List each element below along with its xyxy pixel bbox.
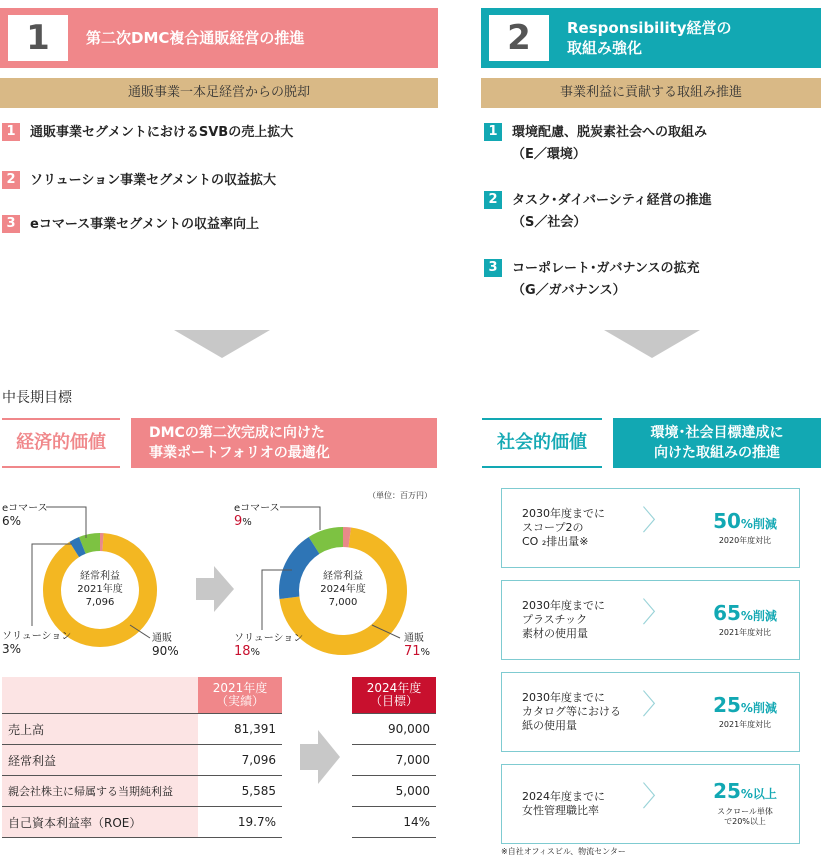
table-header-2021-line1: 2021年度 (212, 681, 268, 695)
label-2024-ecommerce (234, 502, 280, 529)
goal-co2-value (690, 509, 800, 533)
right-item-1 (484, 122, 707, 166)
table-cell-2024: 14% (352, 807, 436, 838)
goal-women-unit: %以上 (740, 787, 777, 801)
goal-co2-line3: CO ₂排出量※ (522, 535, 589, 548)
label-2021-solution (2, 630, 71, 656)
social-label: 社会的価値 (482, 418, 602, 468)
economic-box (131, 418, 437, 468)
left-item-1 (2, 122, 293, 144)
left-item-1-badge: 1 (2, 123, 20, 141)
goal-women-text (522, 790, 605, 818)
donut-2021-center-value: 7,096 (85, 597, 115, 608)
goal-paper-line1: 2030年度までに (522, 691, 605, 704)
goal-plastic-line1: 2030年度までに (522, 599, 605, 612)
goal-card-plastic (501, 580, 800, 660)
right-item-2-line2: （S／社会） (512, 215, 587, 230)
label-2021-solution-name: ソリューション (2, 631, 72, 642)
left-item-3-badge: 3 (2, 215, 20, 233)
right-item-2-badge: 2 (484, 191, 502, 209)
table-header-row (352, 677, 436, 714)
right-item-3-line1: コーポレート･ガバナンスの拡充 (512, 261, 700, 276)
label-2021-mailorder (152, 632, 179, 658)
left-header-title: 第二次DMC複合通販経営の推進 (86, 29, 305, 47)
goal-plastic-unit: %削減 (740, 609, 777, 623)
social-box-line2: 向けた取組みの推進 (654, 445, 780, 461)
donut-2024-center-value: 7,000 (328, 597, 358, 608)
goal-women-line2: 女性管理職比率 (522, 804, 599, 817)
goal-paper-chevron-icon: 〉 (642, 688, 671, 721)
economic-box-line1: DMCの第二次完成に向けた (149, 425, 325, 441)
financial-table-2021 (2, 677, 282, 838)
economic-label: 経済的価値 (2, 418, 120, 468)
donut-2024-center-line2: 2024年度 (320, 584, 366, 595)
right-item-3-badge: 3 (484, 259, 502, 277)
table-row (352, 776, 436, 807)
right-header-title-line2: 取組み強化 (567, 39, 643, 57)
right-header-title (567, 8, 821, 78)
label-2024-ecommerce-unit: % (242, 517, 252, 528)
right-item-2 (484, 190, 712, 234)
table-row-label: 売上高 (2, 714, 198, 745)
label-2024-mailorder-num: 71 (404, 644, 421, 659)
table-row (2, 714, 282, 745)
label-2024-ecommerce-num: 9 (234, 514, 243, 529)
label-2024-mailorder-name: 通販 (404, 633, 424, 644)
table-header-2024 (352, 677, 436, 714)
goal-plastic-note: 2021年度対比 (718, 628, 772, 637)
goal-plastic-value (690, 601, 800, 625)
table-cell-2021: 19.7% (198, 807, 282, 838)
goal-women-note-line2: で20%以上 (724, 817, 766, 826)
goal-women-chevron-icon: 〉 (642, 780, 671, 813)
right-arrow-icon-table (300, 730, 340, 784)
goal-co2-line1: 2030年度までに (522, 507, 605, 520)
donut-2021-center-line1: 経常利益 (80, 571, 120, 582)
social-box (613, 418, 821, 468)
table-row-label: 経常利益 (2, 745, 198, 776)
left-item-3 (2, 214, 259, 236)
goal-plastic-number: 65 (713, 601, 741, 625)
table-cell-2021: 7,096 (198, 745, 282, 776)
table-header-row (2, 677, 282, 714)
label-2021-mailorder-pct: 90% (152, 644, 179, 658)
table-header-2021 (198, 677, 282, 714)
right-down-arrow-icon (604, 330, 700, 358)
table-row (352, 807, 436, 838)
economic-box-line2: 事業ポートフォリオの最適化 (149, 445, 330, 461)
label-2024-mailorder-unit: % (420, 647, 431, 658)
goal-women-note-line1: スクロール単体 (717, 807, 773, 816)
table-row (2, 807, 282, 838)
table-row (2, 776, 282, 807)
label-2021-solution-pct: 3% (2, 642, 22, 656)
goal-women-line1: 2024年度までに (522, 790, 605, 803)
right-item-3-line2: （G／ガバナンス） (512, 283, 626, 298)
table-header-blank (2, 677, 198, 714)
goal-women-value (690, 779, 800, 803)
label-2021-mailorder-name: 通販 (152, 633, 172, 644)
right-subheader: 事業利益に貢献する取組み推進 (481, 78, 821, 108)
goal-co2-line2: スコープ2の (522, 521, 584, 534)
unit-note: （単位：百万円） (368, 491, 432, 500)
social-box-line1: 環境･社会目標達成に (650, 425, 784, 441)
left-header (0, 8, 438, 68)
goal-co2-text (522, 507, 605, 549)
left-down-arrow-icon (174, 330, 270, 358)
table-cell-2024: 5,000 (352, 776, 436, 807)
label-2021-ecommerce-name: eコマース (2, 503, 48, 514)
left-item-2-text: ソリューション事業セグメントの収益拡大 (30, 173, 276, 188)
label-2024-solution-unit: % (250, 647, 261, 658)
financial-table-2024 (352, 677, 436, 838)
left-header-number: 1 (8, 15, 68, 61)
left-item-2-badge: 2 (2, 171, 20, 189)
label-2024-solution (234, 632, 303, 659)
right-item-3 (484, 258, 699, 302)
table-row-label: 親会社株主に帰属する当期純利益 (2, 776, 198, 807)
goal-paper-line3: 紙の使用量 (522, 719, 577, 732)
goal-card-paper (501, 672, 800, 752)
left-item-2 (2, 170, 276, 192)
footnote: ※自社オフィスビル、物流センター (501, 847, 626, 856)
table-cell-2024: 90,000 (352, 714, 436, 745)
goal-women-number: 25 (713, 779, 741, 803)
goal-plastic-line3: 素材の使用量 (522, 627, 588, 640)
goal-paper-line2: カタログ等における (522, 705, 621, 718)
goal-plastic-chevron-icon: 〉 (642, 596, 671, 629)
goal-card-women (501, 764, 800, 844)
left-item-3-text: eコマース事業セグメントの収益率向上 (30, 217, 260, 232)
left-subheader: 通販事業一本足経営からの脱却 (0, 78, 438, 108)
goal-paper-text (522, 691, 621, 733)
midterm-label: 中長期目標 (2, 390, 72, 406)
goal-co2-note: 2020年度対比 (718, 536, 772, 545)
table-cell-2021: 5,585 (198, 776, 282, 807)
goal-paper-number: 25 (713, 693, 741, 717)
table-header-2021-line2: （実績） (215, 694, 264, 708)
goal-paper-unit: %削減 (740, 701, 777, 715)
table-row (2, 745, 282, 776)
label-2021-ecommerce-pct: 6% (2, 514, 22, 528)
table-cell-2021: 81,391 (198, 714, 282, 745)
goal-paper-note: 2021年度対比 (718, 720, 772, 729)
goal-plastic-text (522, 599, 605, 641)
goal-plastic-line2: プラスチック (522, 613, 588, 626)
right-item-1-line2: （E／環境） (512, 147, 586, 162)
goal-women-note (690, 807, 800, 827)
right-header-title-line1: Responsibility経営の (567, 19, 732, 37)
goal-co2-number: 50 (713, 509, 741, 533)
label-2024-mailorder (404, 632, 430, 659)
right-item-2-line1: タスク･ダイバーシティ経営の推進 (512, 193, 712, 208)
donut-2021-center-line2: 2021年度 (77, 584, 123, 595)
right-header (481, 8, 821, 68)
table-cell-2024: 7,000 (352, 745, 436, 776)
table-header-2024-line1: 2024年度 (366, 681, 422, 695)
goal-card-co2 (501, 488, 800, 568)
left-item-1-text: 通販事業セグメントにおけるSVBの売上拡大 (30, 125, 294, 140)
table-header-2024-line2: （目標） (369, 694, 418, 708)
right-header-number: 2 (489, 15, 549, 61)
right-item-1-line1: 環境配慮、脱炭素社会への取組み (512, 125, 708, 140)
right-item-1-badge: 1 (484, 123, 502, 141)
goal-co2-unit: %削減 (740, 517, 777, 531)
goal-paper-value (690, 693, 800, 717)
right-arrow-icon-charts (196, 566, 234, 612)
label-2024-solution-num: 18 (234, 644, 251, 659)
label-2024-ecommerce-name: eコマース (234, 503, 280, 514)
table-row (352, 714, 436, 745)
table-row (352, 745, 436, 776)
goal-co2-chevron-icon: 〉 (642, 504, 671, 537)
table-row-label: 自己資本利益率（ROE） (2, 807, 198, 838)
label-2021-ecommerce (2, 502, 48, 528)
label-2024-solution-name: ソリューション (234, 633, 304, 644)
donut-2024-center-line1: 経常利益 (323, 571, 363, 582)
